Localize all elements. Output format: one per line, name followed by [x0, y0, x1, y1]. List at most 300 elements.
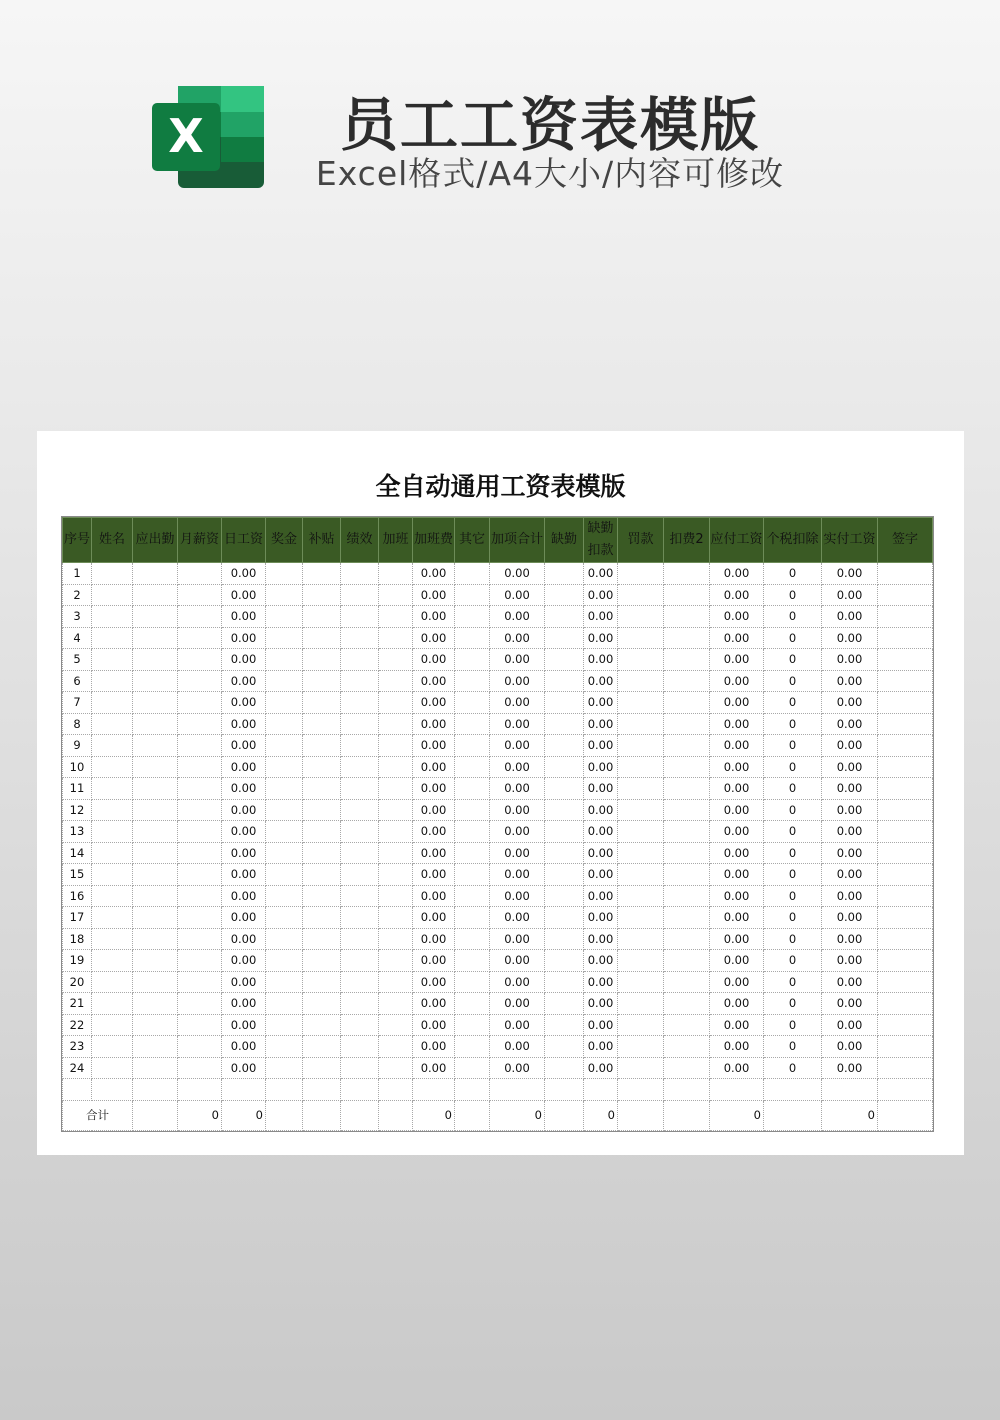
value-cell[interactable]: 0.00: [222, 606, 266, 628]
empty-cell[interactable]: [455, 1057, 490, 1079]
empty-cell[interactable]: [618, 1079, 664, 1101]
empty-cell[interactable]: [303, 993, 341, 1015]
empty-cell[interactable]: [92, 842, 133, 864]
value-cell[interactable]: 0.00: [584, 649, 618, 671]
value-cell[interactable]: 0.00: [584, 864, 618, 886]
value-cell[interactable]: 0.00: [413, 1036, 455, 1058]
empty-cell[interactable]: [618, 670, 664, 692]
empty-cell[interactable]: [878, 713, 933, 735]
empty-cell[interactable]: [545, 1057, 584, 1079]
empty-cell[interactable]: [379, 692, 413, 714]
empty-cell[interactable]: [878, 864, 933, 886]
value-cell[interactable]: 0.00: [822, 928, 878, 950]
empty-cell[interactable]: [341, 971, 379, 993]
empty-cell[interactable]: [618, 842, 664, 864]
empty-cell[interactable]: [618, 971, 664, 993]
empty-cell[interactable]: [878, 670, 933, 692]
empty-cell[interactable]: [178, 928, 222, 950]
empty-cell[interactable]: [664, 1036, 710, 1058]
empty-cell[interactable]: [178, 584, 222, 606]
empty-cell[interactable]: [545, 649, 584, 671]
empty-cell[interactable]: [222, 1079, 266, 1101]
empty-cell[interactable]: [92, 971, 133, 993]
empty-cell[interactable]: [92, 563, 133, 585]
value-cell[interactable]: 0.00: [413, 584, 455, 606]
row-number-cell[interactable]: 9: [63, 735, 92, 757]
value-cell[interactable]: 0: [764, 649, 822, 671]
empty-cell[interactable]: [455, 971, 490, 993]
empty-cell[interactable]: [664, 1057, 710, 1079]
empty-cell[interactable]: [664, 928, 710, 950]
empty-cell[interactable]: [664, 993, 710, 1015]
empty-cell[interactable]: [878, 971, 933, 993]
empty-cell[interactable]: [92, 713, 133, 735]
empty-cell[interactable]: [664, 756, 710, 778]
empty-cell[interactable]: [92, 756, 133, 778]
empty-cell[interactable]: [341, 563, 379, 585]
empty-cell[interactable]: [133, 928, 178, 950]
row-number-cell[interactable]: 13: [63, 821, 92, 843]
empty-cell[interactable]: [379, 1079, 413, 1101]
empty-cell[interactable]: [455, 821, 490, 843]
empty-cell[interactable]: [178, 627, 222, 649]
empty-cell[interactable]: [545, 842, 584, 864]
empty-cell[interactable]: [341, 864, 379, 886]
empty-cell[interactable]: [133, 670, 178, 692]
value-cell[interactable]: 0.00: [822, 907, 878, 929]
empty-cell[interactable]: [878, 1100, 933, 1130]
value-cell[interactable]: 0: [764, 692, 822, 714]
empty-cell[interactable]: [133, 950, 178, 972]
empty-cell[interactable]: [92, 692, 133, 714]
empty-cell[interactable]: [92, 1014, 133, 1036]
value-cell[interactable]: 0.00: [222, 907, 266, 929]
empty-cell[interactable]: [178, 735, 222, 757]
empty-cell[interactable]: [878, 1057, 933, 1079]
value-cell[interactable]: 0.00: [584, 842, 618, 864]
value-cell[interactable]: 0.00: [222, 971, 266, 993]
empty-cell[interactable]: [341, 928, 379, 950]
value-cell[interactable]: 0.00: [584, 584, 618, 606]
empty-cell[interactable]: [455, 907, 490, 929]
value-cell[interactable]: 0.00: [710, 993, 764, 1015]
empty-cell[interactable]: [379, 778, 413, 800]
value-cell[interactable]: 0.00: [413, 713, 455, 735]
empty-cell[interactable]: [303, 1057, 341, 1079]
empty-cell[interactable]: [133, 885, 178, 907]
value-cell[interactable]: 0.00: [490, 735, 545, 757]
row-number-cell[interactable]: 18: [63, 928, 92, 950]
empty-cell[interactable]: [455, 1079, 490, 1101]
empty-cell[interactable]: [664, 842, 710, 864]
value-cell[interactable]: 0.00: [490, 584, 545, 606]
empty-cell[interactable]: [178, 864, 222, 886]
row-number-cell[interactable]: 1: [63, 563, 92, 585]
empty-cell[interactable]: [455, 778, 490, 800]
value-cell[interactable]: 0.00: [413, 627, 455, 649]
empty-cell[interactable]: [664, 1079, 710, 1101]
empty-cell[interactable]: [664, 692, 710, 714]
empty-cell[interactable]: [133, 713, 178, 735]
empty-cell[interactable]: [92, 821, 133, 843]
empty-cell[interactable]: [664, 563, 710, 585]
empty-cell[interactable]: [618, 1100, 664, 1130]
empty-cell[interactable]: [266, 735, 303, 757]
row-number-cell[interactable]: 17: [63, 907, 92, 929]
value-cell[interactable]: 0.00: [822, 799, 878, 821]
value-cell[interactable]: 0.00: [490, 885, 545, 907]
empty-cell[interactable]: [545, 971, 584, 993]
value-cell[interactable]: 0: [764, 842, 822, 864]
empty-cell[interactable]: [455, 692, 490, 714]
empty-cell[interactable]: [664, 713, 710, 735]
empty-cell[interactable]: [92, 885, 133, 907]
empty-cell[interactable]: [178, 756, 222, 778]
empty-cell[interactable]: [341, 1036, 379, 1058]
value-cell[interactable]: 0.00: [413, 907, 455, 929]
empty-cell[interactable]: [455, 950, 490, 972]
empty-cell[interactable]: [379, 563, 413, 585]
row-number-cell[interactable]: 24: [63, 1057, 92, 1079]
row-number-cell[interactable]: 15: [63, 864, 92, 886]
empty-cell[interactable]: [618, 584, 664, 606]
empty-cell[interactable]: [266, 1079, 303, 1101]
empty-cell[interactable]: [266, 584, 303, 606]
value-cell[interactable]: 0.00: [413, 928, 455, 950]
empty-cell[interactable]: [878, 928, 933, 950]
value-cell[interactable]: 0.00: [413, 950, 455, 972]
empty-cell[interactable]: [178, 799, 222, 821]
value-cell[interactable]: 0.00: [822, 842, 878, 864]
value-cell[interactable]: 0: [764, 606, 822, 628]
value-cell[interactable]: 0.00: [490, 649, 545, 671]
empty-cell[interactable]: [133, 563, 178, 585]
value-cell[interactable]: 0.00: [490, 928, 545, 950]
empty-cell[interactable]: [455, 799, 490, 821]
empty-cell[interactable]: [303, 1036, 341, 1058]
empty-cell[interactable]: [618, 885, 664, 907]
empty-cell[interactable]: [618, 778, 664, 800]
empty-cell[interactable]: [545, 821, 584, 843]
empty-cell[interactable]: [133, 1079, 178, 1101]
empty-cell[interactable]: [92, 627, 133, 649]
value-cell[interactable]: 0.00: [584, 778, 618, 800]
empty-cell[interactable]: [664, 971, 710, 993]
empty-cell[interactable]: [178, 842, 222, 864]
value-cell[interactable]: 0.00: [710, 692, 764, 714]
value-cell[interactable]: 0.00: [222, 778, 266, 800]
empty-cell[interactable]: [341, 756, 379, 778]
value-cell[interactable]: 0.00: [222, 563, 266, 585]
empty-cell[interactable]: [303, 563, 341, 585]
value-cell[interactable]: 0.00: [413, 864, 455, 886]
empty-cell[interactable]: [379, 1057, 413, 1079]
empty-cell[interactable]: [618, 799, 664, 821]
empty-cell[interactable]: [178, 670, 222, 692]
empty-cell[interactable]: [341, 670, 379, 692]
empty-cell[interactable]: [133, 1100, 178, 1130]
empty-cell[interactable]: [545, 584, 584, 606]
empty-cell[interactable]: [341, 799, 379, 821]
empty-cell[interactable]: [379, 627, 413, 649]
empty-cell[interactable]: [455, 713, 490, 735]
value-cell[interactable]: 0.00: [710, 584, 764, 606]
empty-cell[interactable]: [878, 907, 933, 929]
value-cell[interactable]: 0: [764, 993, 822, 1015]
empty-cell[interactable]: [266, 821, 303, 843]
value-cell[interactable]: 0.00: [584, 928, 618, 950]
empty-cell[interactable]: [664, 1100, 710, 1130]
empty-cell[interactable]: [664, 649, 710, 671]
empty-cell[interactable]: [92, 584, 133, 606]
empty-cell[interactable]: [545, 670, 584, 692]
value-cell[interactable]: 0.00: [584, 993, 618, 1015]
value-cell[interactable]: 0.00: [822, 584, 878, 606]
value-cell[interactable]: 0.00: [490, 821, 545, 843]
empty-cell[interactable]: [303, 821, 341, 843]
value-cell[interactable]: 0: [764, 670, 822, 692]
row-number-cell[interactable]: 3: [63, 606, 92, 628]
empty-cell[interactable]: [545, 1036, 584, 1058]
value-cell[interactable]: 0.00: [413, 778, 455, 800]
value-cell[interactable]: 0.00: [490, 1057, 545, 1079]
empty-cell[interactable]: [266, 1036, 303, 1058]
value-cell[interactable]: 0.00: [710, 950, 764, 972]
empty-cell[interactable]: [379, 1014, 413, 1036]
empty-cell[interactable]: [303, 649, 341, 671]
value-cell[interactable]: 0: [764, 1057, 822, 1079]
empty-cell[interactable]: [618, 713, 664, 735]
empty-cell[interactable]: [303, 606, 341, 628]
empty-cell[interactable]: [455, 563, 490, 585]
empty-cell[interactable]: [266, 971, 303, 993]
empty-cell[interactable]: [664, 1014, 710, 1036]
value-cell[interactable]: 0.00: [413, 799, 455, 821]
value-cell[interactable]: 0.00: [584, 885, 618, 907]
empty-cell[interactable]: [878, 821, 933, 843]
empty-cell[interactable]: [878, 778, 933, 800]
value-cell[interactable]: 0.00: [584, 563, 618, 585]
empty-cell[interactable]: [341, 606, 379, 628]
empty-cell[interactable]: [379, 864, 413, 886]
value-cell[interactable]: 0.00: [222, 670, 266, 692]
row-number-cell[interactable]: 12: [63, 799, 92, 821]
value-cell[interactable]: 0.00: [413, 735, 455, 757]
empty-cell[interactable]: [92, 1057, 133, 1079]
row-number-cell[interactable]: 6: [63, 670, 92, 692]
value-cell[interactable]: 0.00: [490, 606, 545, 628]
value-cell[interactable]: 0.00: [413, 1057, 455, 1079]
row-number-cell[interactable]: 5: [63, 649, 92, 671]
empty-cell[interactable]: [379, 885, 413, 907]
empty-cell[interactable]: [266, 606, 303, 628]
empty-cell[interactable]: [341, 993, 379, 1015]
value-cell[interactable]: 0.00: [710, 713, 764, 735]
value-cell[interactable]: 0.00: [222, 993, 266, 1015]
empty-cell[interactable]: [664, 735, 710, 757]
value-cell[interactable]: 0.00: [490, 950, 545, 972]
empty-cell[interactable]: [341, 1014, 379, 1036]
empty-cell[interactable]: [545, 799, 584, 821]
value-cell[interactable]: 0.00: [710, 799, 764, 821]
value-cell[interactable]: 0: [764, 713, 822, 735]
empty-cell[interactable]: [303, 971, 341, 993]
empty-cell[interactable]: [878, 1079, 933, 1101]
empty-cell[interactable]: [92, 950, 133, 972]
empty-cell[interactable]: [664, 907, 710, 929]
empty-cell[interactable]: [379, 821, 413, 843]
value-cell[interactable]: 0.00: [413, 756, 455, 778]
value-cell[interactable]: 0.00: [584, 799, 618, 821]
empty-cell[interactable]: [878, 950, 933, 972]
empty-cell[interactable]: [545, 993, 584, 1015]
empty-cell[interactable]: [545, 627, 584, 649]
empty-cell[interactable]: [133, 864, 178, 886]
value-cell[interactable]: 0: [764, 950, 822, 972]
empty-cell[interactable]: [455, 606, 490, 628]
empty-cell[interactable]: [379, 993, 413, 1015]
value-cell[interactable]: 0.00: [822, 1057, 878, 1079]
empty-cell[interactable]: [379, 842, 413, 864]
value-cell[interactable]: 0.00: [584, 713, 618, 735]
value-cell[interactable]: 0.00: [490, 692, 545, 714]
value-cell[interactable]: 0.00: [822, 885, 878, 907]
empty-cell[interactable]: [545, 907, 584, 929]
empty-cell[interactable]: [455, 735, 490, 757]
empty-cell[interactable]: [545, 778, 584, 800]
value-cell[interactable]: 0.00: [710, 627, 764, 649]
empty-cell[interactable]: [266, 993, 303, 1015]
empty-cell[interactable]: [133, 1014, 178, 1036]
empty-cell[interactable]: [379, 928, 413, 950]
value-cell[interactable]: 0.00: [490, 993, 545, 1015]
empty-cell[interactable]: [303, 670, 341, 692]
empty-cell[interactable]: [341, 1100, 379, 1130]
value-cell[interactable]: 0.00: [584, 1057, 618, 1079]
empty-cell[interactable]: [133, 649, 178, 671]
empty-cell[interactable]: [618, 756, 664, 778]
value-cell[interactable]: 0.00: [584, 606, 618, 628]
value-cell[interactable]: 0.00: [584, 692, 618, 714]
empty-cell[interactable]: [664, 627, 710, 649]
empty-cell[interactable]: [303, 1100, 341, 1130]
value-cell[interactable]: 0.00: [710, 735, 764, 757]
empty-cell[interactable]: [618, 606, 664, 628]
empty-cell[interactable]: [303, 928, 341, 950]
value-cell[interactable]: 0.00: [490, 778, 545, 800]
empty-cell[interactable]: [618, 735, 664, 757]
empty-cell[interactable]: [822, 1079, 878, 1101]
empty-cell[interactable]: [664, 864, 710, 886]
empty-cell[interactable]: [266, 778, 303, 800]
empty-cell[interactable]: [379, 907, 413, 929]
value-cell[interactable]: 0.00: [710, 885, 764, 907]
total-value-cell[interactable]: 0: [222, 1100, 266, 1130]
empty-cell[interactable]: [266, 713, 303, 735]
empty-cell[interactable]: [303, 584, 341, 606]
value-cell[interactable]: 0: [764, 971, 822, 993]
empty-cell[interactable]: [341, 907, 379, 929]
row-number-cell[interactable]: 7: [63, 692, 92, 714]
value-cell[interactable]: 0.00: [710, 1036, 764, 1058]
empty-cell[interactable]: [133, 692, 178, 714]
empty-cell[interactable]: [92, 649, 133, 671]
row-number-cell[interactable]: 19: [63, 950, 92, 972]
value-cell[interactable]: 0.00: [413, 649, 455, 671]
empty-cell[interactable]: [92, 928, 133, 950]
empty-cell[interactable]: [133, 735, 178, 757]
empty-cell[interactable]: [92, 1036, 133, 1058]
empty-cell[interactable]: [92, 778, 133, 800]
empty-cell[interactable]: [379, 756, 413, 778]
row-number-cell[interactable]: 16: [63, 885, 92, 907]
empty-cell[interactable]: [341, 778, 379, 800]
empty-cell[interactable]: [266, 670, 303, 692]
value-cell[interactable]: 0.00: [584, 821, 618, 843]
value-cell[interactable]: 0.00: [822, 713, 878, 735]
empty-cell[interactable]: [303, 907, 341, 929]
row-number-cell[interactable]: 4: [63, 627, 92, 649]
value-cell[interactable]: 0.00: [490, 907, 545, 929]
empty-cell[interactable]: [266, 1057, 303, 1079]
empty-cell[interactable]: [545, 606, 584, 628]
empty-cell[interactable]: [710, 1079, 764, 1101]
value-cell[interactable]: 0.00: [490, 756, 545, 778]
empty-cell[interactable]: [455, 756, 490, 778]
empty-cell[interactable]: [455, 584, 490, 606]
value-cell[interactable]: 0.00: [710, 1057, 764, 1079]
total-value-cell[interactable]: 0: [822, 1100, 878, 1130]
empty-cell[interactable]: [878, 799, 933, 821]
value-cell[interactable]: 0.00: [710, 563, 764, 585]
empty-cell[interactable]: [266, 864, 303, 886]
empty-cell[interactable]: [92, 993, 133, 1015]
empty-cell[interactable]: [878, 1036, 933, 1058]
value-cell[interactable]: 0: [764, 821, 822, 843]
value-cell[interactable]: 0: [764, 907, 822, 929]
empty-cell[interactable]: [379, 713, 413, 735]
empty-cell[interactable]: [455, 649, 490, 671]
empty-cell[interactable]: [133, 606, 178, 628]
empty-cell[interactable]: [413, 1079, 455, 1101]
value-cell[interactable]: 0.00: [222, 864, 266, 886]
row-number-cell[interactable]: 11: [63, 778, 92, 800]
value-cell[interactable]: 0.00: [710, 842, 764, 864]
total-value-cell[interactable]: 0: [490, 1100, 545, 1130]
value-cell[interactable]: 0.00: [710, 1014, 764, 1036]
value-cell[interactable]: 0.00: [490, 864, 545, 886]
empty-cell[interactable]: [178, 1014, 222, 1036]
value-cell[interactable]: 0.00: [222, 950, 266, 972]
empty-cell[interactable]: [303, 864, 341, 886]
empty-cell[interactable]: [545, 735, 584, 757]
value-cell[interactable]: 0.00: [584, 971, 618, 993]
empty-cell[interactable]: [455, 993, 490, 1015]
empty-cell[interactable]: [664, 670, 710, 692]
value-cell[interactable]: 0.00: [222, 584, 266, 606]
empty-cell[interactable]: [133, 778, 178, 800]
empty-cell[interactable]: [664, 584, 710, 606]
value-cell[interactable]: 0.00: [822, 756, 878, 778]
empty-cell[interactable]: [878, 842, 933, 864]
empty-cell[interactable]: [341, 649, 379, 671]
empty-cell[interactable]: [545, 1014, 584, 1036]
value-cell[interactable]: 0.00: [584, 670, 618, 692]
value-cell[interactable]: 0.00: [490, 627, 545, 649]
empty-cell[interactable]: [618, 627, 664, 649]
empty-cell[interactable]: [878, 584, 933, 606]
value-cell[interactable]: 0.00: [584, 950, 618, 972]
